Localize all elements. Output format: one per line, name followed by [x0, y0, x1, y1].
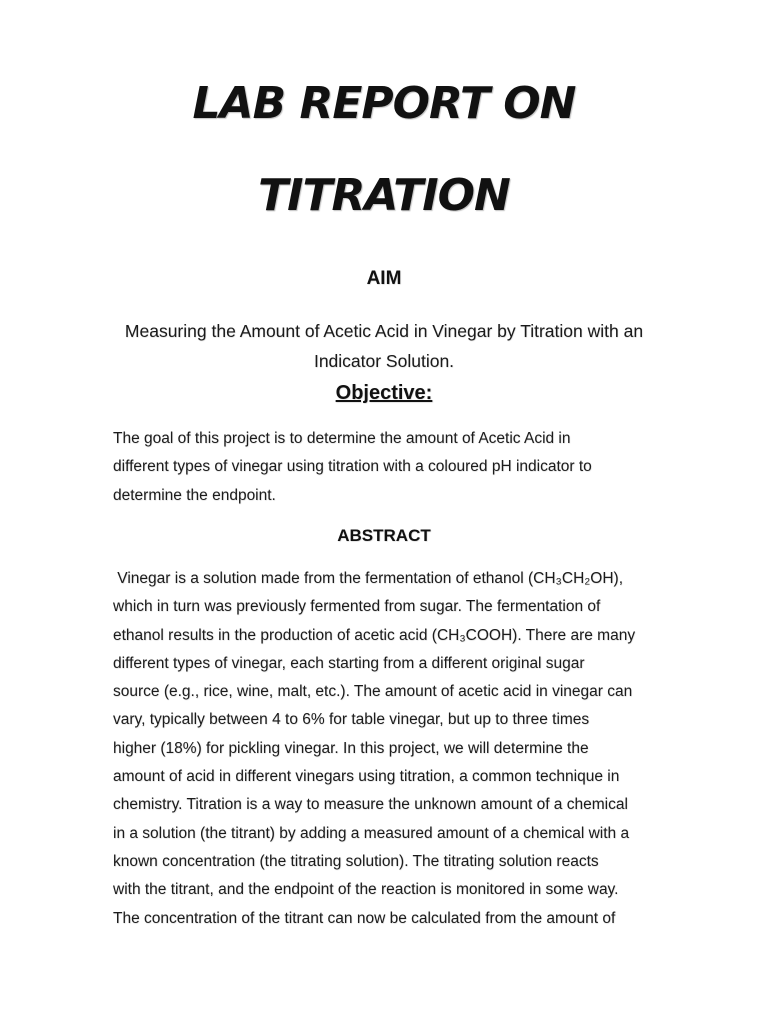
abstract-line: higher (18%) for pickling vinegar. In this project, we will determine the — [113, 739, 589, 757]
abstract-line: The concentration of the titrant can now be calculated from the amount of — [113, 909, 616, 927]
objective-paragraph — [113, 425, 658, 510]
objective-line: different types of vinegar using titration with a coloured pH indicator to — [113, 458, 592, 476]
aim-heading: AIM — [366, 268, 402, 289]
title-line-1: LAB REPORT ON — [192, 78, 576, 129]
abstract-line: chemistry. Titration is a way to measure the unknown amount of a chemical — [113, 796, 628, 814]
abstract-line: with the titrant, and the endpoint of the reaction is monitored in some way. — [113, 881, 619, 899]
abstract-line: which in turn was previously fermented from sugar. The fermentation of — [113, 598, 601, 616]
abstract-line: known concentration (the titrating solution). The titrating solution reacts — [113, 852, 599, 870]
aim-text: Measuring the Amount of Acetic Acid in Vinegar by Titration with an Indicator Solution. — [124, 321, 644, 371]
title-line-2: TITRATION — [258, 170, 510, 221]
abstract-line: in a solution (the titrant) by adding a measured amount of a chemical with a — [113, 824, 630, 842]
abstract-line: Vinegar is a solution made from the fermentation of ethanol (CH₃CH₂OH), — [113, 570, 623, 587]
abstract-line: different types of vinegar, each starting from a different original sugar — [113, 654, 585, 672]
abstract-line: source (e.g., rice, wine, malt, etc.). The amount of acetic acid in vinegar can — [113, 683, 633, 701]
objective-line: The goal of this project is to determine the amount of Acetic Acid in — [113, 430, 571, 447]
abstract-line: amount of acid in different vinegars using titration, a common technique in — [113, 768, 620, 786]
abstract-heading: ABSTRACT — [337, 526, 431, 545]
abstract-paragraph — [113, 565, 658, 933]
objective-heading: Objective: — [335, 382, 433, 404]
abstract-line: vary, typically between 4 to 6% for table vinegar, but up to three times — [113, 711, 590, 729]
objective-line: determine the endpoint. — [113, 486, 276, 504]
abstract-line: ethanol results in the production of acetic acid (CH₃COOH). There are many — [113, 626, 636, 644]
